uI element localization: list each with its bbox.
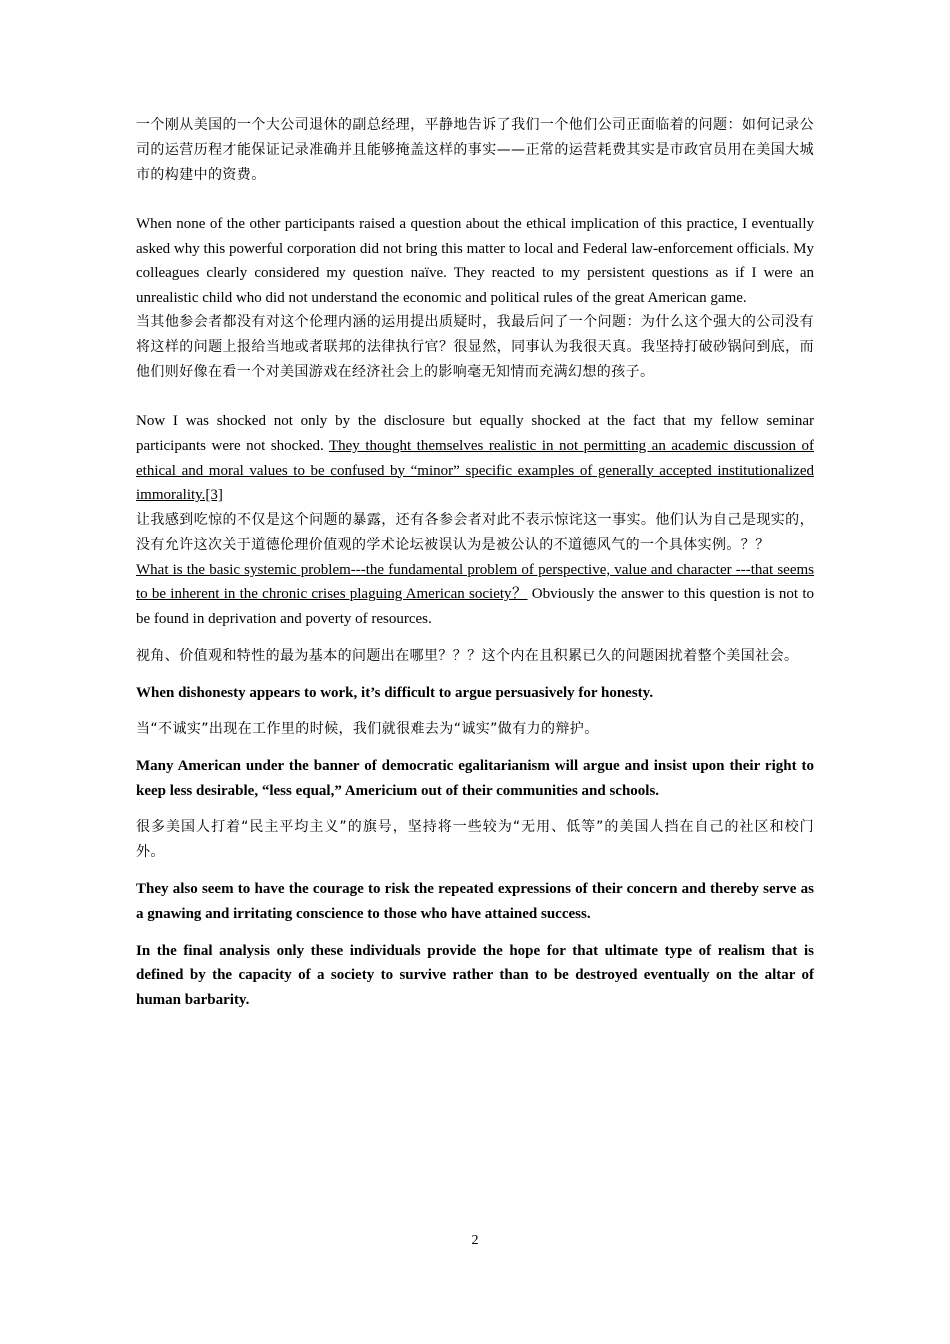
paragraph-5-english: When dishonesty appears to work, it’s difficult to argue persuasively for honesty.: [136, 684, 654, 701]
paragraph-2-chinese: 当其他参会者都没有对这个伦理内涵的运用提出质疑时，我最后问了一个问题：为什么这个强大的公司没有将这样的问题上报给当地或者联邦的法律执行官？很显然，同事认为我很天真。我坚持打破砂锅问到底，而他们则好像在看一个对美国游戏在经济社会上的影响毫无知情而充满幻想的孩子。: [136, 314, 814, 381]
page-body: [136, 113, 814, 1012]
paragraph-3-english: [136, 409, 814, 507]
paragraph-6-english: Many American under the banner of democratic egalitarianism will argue and insist upon their right to keep less desirable, “less equal,” Americium out of their communities and schools.: [136, 758, 814, 799]
paragraph-4-english: [136, 558, 814, 632]
paragraph-1-chinese: 一个刚从美国的一个大公司退休的副总经理，平静地告诉了我们一个他们公司正面临着的问题：如何记录公司的运营历程才能保证记录准确并且能够掩盖这样的事实——正常的运营耗费其实是市政官员用在美国大城市的构建中的资费。: [136, 117, 814, 183]
paragraph-3-plain-text: Now I was shocked not only by the disclosure but equally shocked at the fact that my fellow seminar participants were not shocked.: [136, 413, 814, 454]
paragraph-4-plain-text: Obviously the answer to this question is not to be found in deprivation and poverty of resources.: [136, 586, 814, 627]
paragraph-6-chinese: 很多美国人打着“民主平均主义”的旗号，坚持将一些较为“无用、低等”的美国人挡在自己的社区和校门外。: [136, 819, 814, 861]
paragraph-5-chinese: 当“不诚实”出现在工作里的时候，我们就很难去为“诚实”做有力的辩护。: [136, 721, 599, 738]
paragraph-8-english: In the final analysis only these individuals provide the hope for that ultimate type of realism that is defined by the capacity of a society to survive rather than to be destroyed eventually on the altar of human barbarity.: [136, 942, 814, 1008]
paragraph-3-underlined-text: They thought themselves realistic in not permitting an academic discussion of ethical and moral values to be confused by “minor” specific examples of generally accepted institutionalized immorality.[3]: [136, 437, 815, 504]
paragraph-7-english: They also seem to have the courage to risk the repeated expressions of their concern and thereby serve as a gnawing and irritating conscience to those who have attained success.: [136, 881, 814, 922]
paragraph-4-underlined-question: What is the basic systemic problem---the fundamental problem of perspective, value and character ---that seems to be inherent in the chronic crises plaguing American society？: [136, 561, 814, 603]
paragraph-4-chinese: 视角、价值观和特性的最为基本的问题出在哪里？？？这个内在且积累已久的问题困扰着整个美国社会。: [136, 647, 799, 664]
page-number: 2: [471, 1233, 479, 1248]
paragraph-2-english: When none of the other participants raised a question about the ethical implication of this practice, I eventually asked why this powerful corporation did not bring this matter to local and Federal law-enforcement officials. My colleagues clearly considered my question naïve. They reacted to my persistent questions as if I were an unrealistic child who did not understand the economic and political rules of the great American game.: [136, 216, 814, 306]
paragraph-3-chinese: 让我感到吃惊的不仅是这个问题的暴露，还有各参会者对此不表示惊诧这一事实。他们认为自己是现实的，没有允许这次关于道德伦理价值观的学术论坛被误认为是被公认的不道德风气的一个具体实例。？？: [136, 511, 814, 553]
